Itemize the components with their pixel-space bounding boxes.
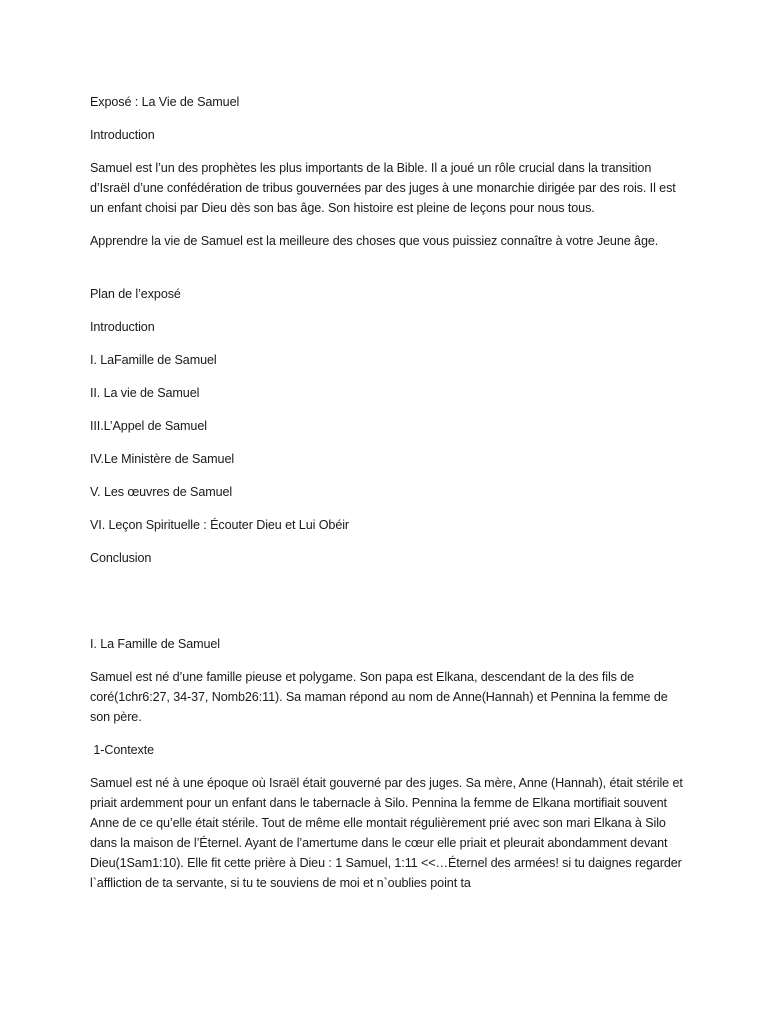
document-body — [90, 92, 690, 906]
plan-item: I. LaFamille de Samuel — [90, 353, 217, 367]
plan-heading: Plan de l’exposé — [90, 287, 181, 301]
section-paragraph: Samuel est né à une époque où Israël était gouverné par des juges. Sa mère, Anne (Hannah), était stérile et priait ardemment pour un enfant dans le tabernacle à Silo. Pennina la femme de Elkana mortifiait souvent Anne de ce qu’elle était stérile. Tout de même elle montait régulièrement prié avec son mari Elkana à Silo dans la maison de l’Éternel. Ayant de l’amertume dans le cœur elle priait et pleurait abondamment devant Dieu(1Sam1:10). Elle fit cette prière à Dieu : 1 Samuel, 1:11 <<…Éternel des armées! si tu daignes regarder l`affliction de ta servante, si tu te souviens de moi et n`oublies point ta — [90, 776, 683, 890]
intro-heading: Introduction — [90, 128, 155, 142]
blank-line — [90, 264, 690, 284]
plan-item: V. Les œuvres de Samuel — [90, 485, 233, 499]
subsection-heading: 1-Contexte — [90, 743, 155, 757]
plan-item: II. La vie de Samuel — [90, 386, 200, 400]
intro-paragraph: Apprendre la vie de Samuel est la meilleure des choses que vous puissiez connaître à votre Jeune âge. — [90, 234, 659, 248]
blank-lines — [90, 581, 690, 634]
section-paragraph: Samuel est né d’une famille pieuse et polygame. Son papa est Elkana, descendant de la des fils de coré(1chr6:27, 34-37, Nomb26:11). Sa maman répond au nom de Anne(Hannah) et Pennina la femme de son père. — [90, 670, 668, 724]
plan-item: Introduction — [90, 320, 155, 334]
plan-item: VI. Leçon Spirituelle : Écouter Dieu et Lui Obéir — [90, 518, 350, 532]
intro-paragraph: Samuel est l’un des prophètes les plus importants de la Bible. Il a joué un rôle crucial dans la transition d’Israël d’une confédération de tribus gouvernées par des juges à une monarchie dirigée par des rois. Il est un enfant choisi par Dieu dès son bas âge. Son histoire est pleine de leçons pour nous tous. — [90, 161, 676, 215]
document-title: Exposé : La Vie de Samuel — [90, 95, 240, 109]
plan-item: IV.Le Ministère de Samuel — [90, 452, 235, 466]
plan-item: Conclusion — [90, 551, 152, 565]
plan-item: III.L’Appel de Samuel — [90, 419, 207, 433]
section-heading: I. La Famille de Samuel — [90, 637, 220, 651]
